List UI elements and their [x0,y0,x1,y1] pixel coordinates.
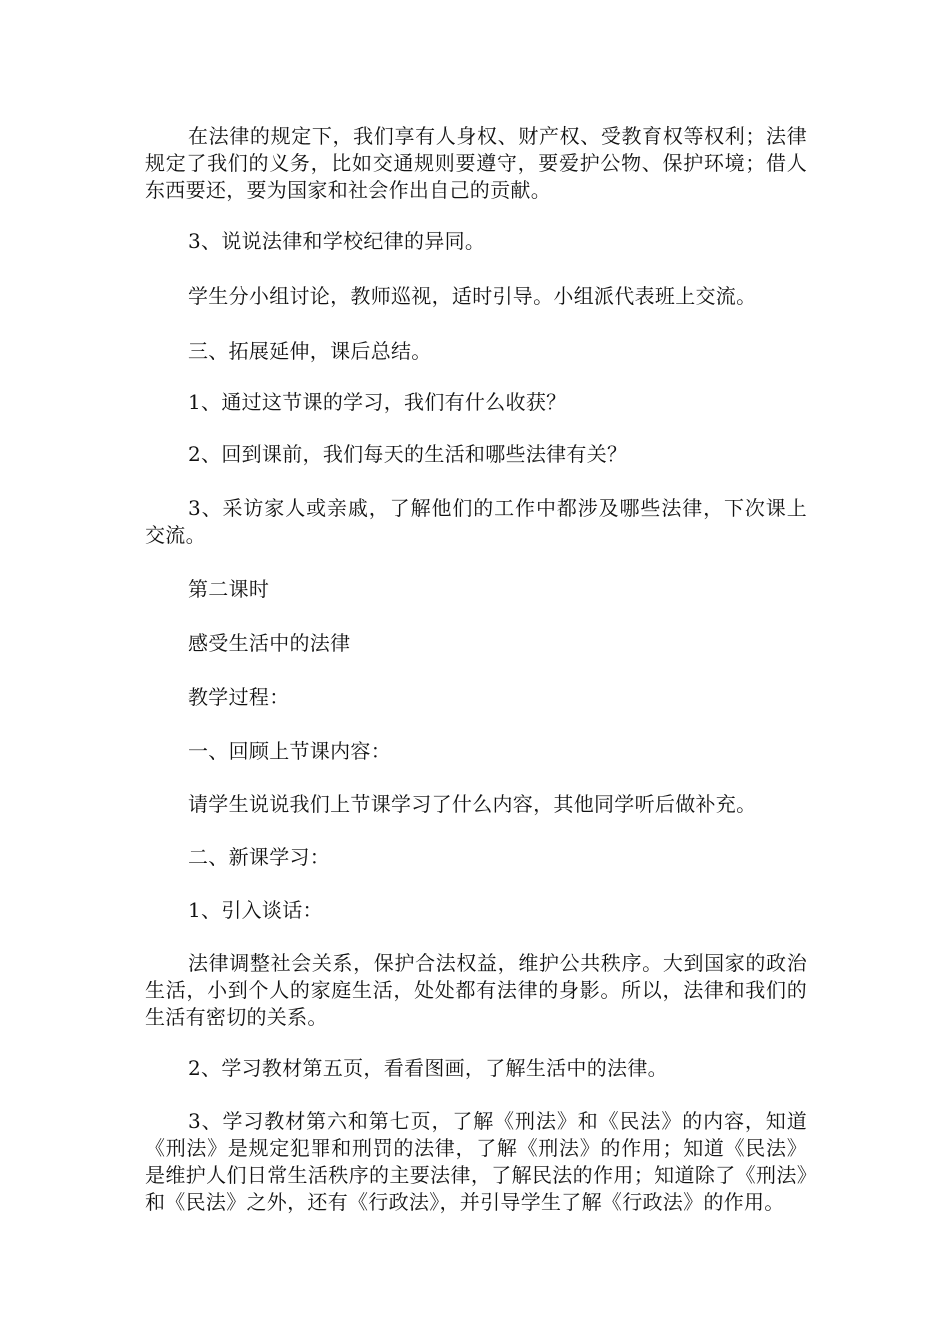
heading-review: 一、回顾上节课内容： [188,739,391,763]
paragraph-question-gains: 1、通过这节课的学习，我们有什么收获？ [188,390,567,414]
heading-lesson-title: 感受生活中的法律 [188,631,351,655]
heading-extension-summary: 三、拓展延伸，课后总结。 [188,339,432,363]
heading-new-lesson: 二、新课学习： [188,845,331,869]
paragraph-interview-family: 3、采访家人或亲戚，了解他们的工作中都涉及哪些法律，下次课上交流。 [145,496,807,547]
paragraph-criminal-civil-law: 3、学习教材第六和第七页，了解《刑法》和《民法》的内容，知道《刑法》是规定犯罪和刑罚的法律，了解《刑法》的作用；知道《民法》是维护人们日常生活秩序的主要法律，了解民法的作用；知道除了《刑法》和《民法》之外，还有《行政法》，并引导学生了解《行政法》的作用。 [145,1109,807,1214]
paragraph-law-vs-school-rules: 3、说说法律和学校纪律的异同。 [188,229,486,253]
heading-second-lesson: 第二课时 [188,577,270,601]
paragraph-textbook-page-five: 2、学习教材第五页，看看图画，了解生活中的法律。 [188,1056,668,1080]
heading-introduction-talk: 1、引入谈话： [188,898,323,922]
paragraph-law-functions: 法律调整社会关系，保护合法权益，维护公共秩序。大到国家的政治生活，小到个人的家庭生活，处处都有法律的身影。所以，法律和我们的生活有密切的关系。 [145,951,807,1029]
paragraph-group-discussion: 学生分小组讨论，教师巡视，适时引导。小组派代表班上交流。 [188,284,757,308]
heading-teaching-process: 教学过程： [188,685,290,709]
paragraph-rights-duties: 在法律的规定下，我们享有人身权、财产权、受教育权等权利；法律规定了我们的义务，比如交通规则要遵守，要爱护公物、保护环境；借人东西要还，要为国家和社会作出自己的贡献。 [145,124,807,202]
paragraph-review-task: 请学生说说我们上节课学习了什么内容，其他同学听后做补充。 [188,792,757,816]
paragraph-question-daily-laws: 2、回到课前，我们每天的生活和哪些法律有关？ [188,442,628,466]
